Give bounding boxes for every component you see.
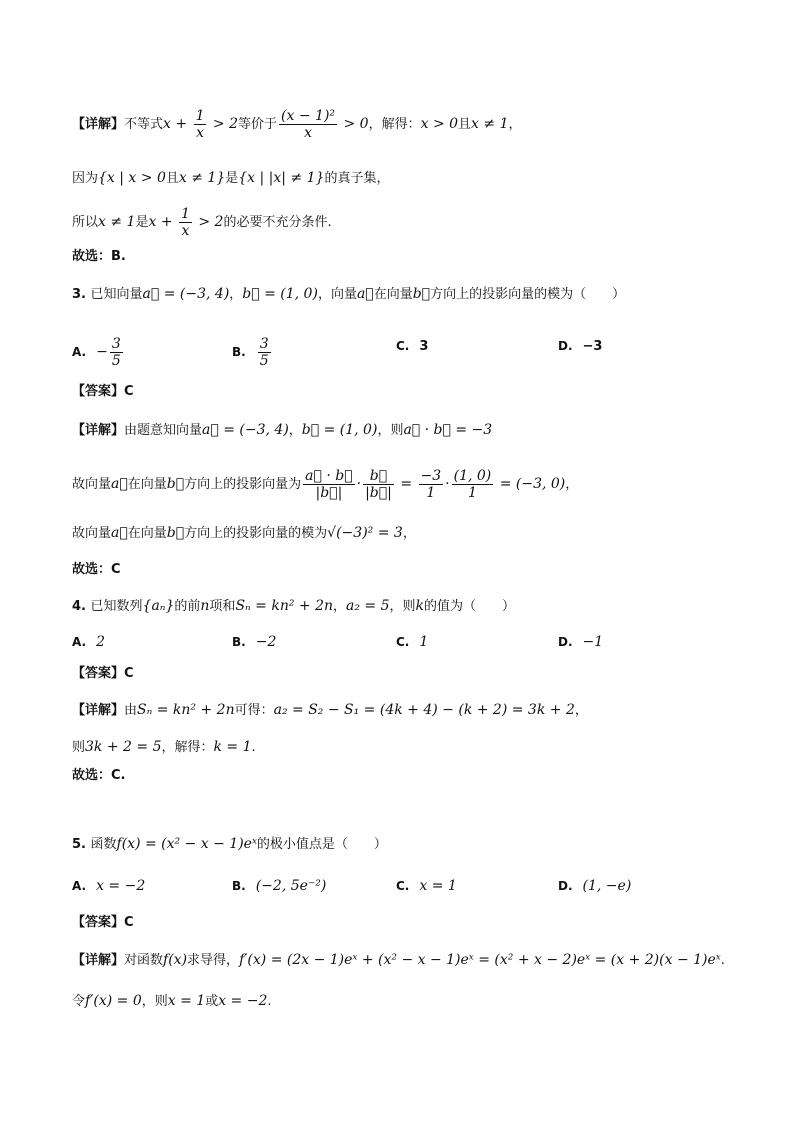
math-expression: {aₙ} <box>142 598 175 614</box>
text-segment: 方向上的投影向量的模为（ ） <box>430 287 626 302</box>
text-segment: 【详解】 <box>72 423 125 438</box>
option-c <box>396 336 428 357</box>
math-expression: x + <box>163 116 192 132</box>
option-a <box>72 876 145 897</box>
question-3-answer <box>72 382 134 402</box>
math-expression: −2 <box>255 634 277 650</box>
option-b <box>232 336 273 369</box>
option-b <box>232 876 326 897</box>
math-expression: a⃗ = (−3, 4) <box>142 286 230 302</box>
math-expression: (1, −e) <box>582 878 632 894</box>
detail-line-inequality <box>72 108 522 141</box>
math-expression: n <box>200 598 210 614</box>
text-segment: 因为 <box>72 171 99 186</box>
option-label: D. <box>558 339 573 353</box>
fraction-numerator: −3 <box>420 468 442 484</box>
text-segment: 已知数列 <box>90 599 143 614</box>
text-segment: 方向上的投影向量的模为 <box>184 526 328 541</box>
text-segment: ，解得： <box>161 740 214 755</box>
math-expression: a⃗ · b⃗ = −3 <box>403 422 493 438</box>
math-expression: k <box>415 598 425 614</box>
reason-line-subset <box>72 168 389 189</box>
question-4-stem <box>72 596 515 617</box>
text-segment: 的极小值点是（ ） <box>256 837 387 852</box>
fraction-denominator: 1 <box>467 485 477 501</box>
math-expression: −1 <box>582 634 604 650</box>
option-c <box>396 632 428 653</box>
text-segment: 故选：B. <box>72 249 126 264</box>
math-expression: b⃗ <box>166 525 185 541</box>
text-segment: ， <box>229 287 243 302</box>
text-segment: . <box>267 994 272 1009</box>
math-expression: − <box>96 344 108 360</box>
fraction-denominator: |b⃗| <box>365 485 392 501</box>
math-expression: f′(x) = 0 <box>85 993 142 1009</box>
text-segment: 的前 <box>174 599 201 614</box>
text-segment: 故向量 <box>72 477 112 492</box>
math-expression: x ≠ 1} <box>178 170 226 186</box>
text-segment: 不等式 <box>124 117 164 132</box>
fraction-denominator: 5 <box>259 353 269 369</box>
text-segment: 4. <box>72 599 91 614</box>
text-segment: ， <box>565 477 579 492</box>
fraction <box>110 336 123 369</box>
fraction-denominator: |b⃗| <box>315 485 343 501</box>
text-segment: 求导得， <box>187 953 240 968</box>
text-segment: . <box>720 953 725 968</box>
math-expression: f(x) <box>163 952 188 968</box>
question-4-answer <box>72 664 134 684</box>
fraction-numerator: b⃗ <box>363 468 394 485</box>
text-segment: 所以 <box>72 215 99 230</box>
fraction-numerator: (1, 0) <box>453 468 492 484</box>
text-segment: 【答案】C <box>72 915 134 930</box>
math-expression: x + <box>148 214 177 230</box>
text-segment: ， <box>333 599 347 614</box>
math-expression: b⃗ = (1, 0) <box>242 286 318 302</box>
option-c <box>396 876 457 897</box>
math-expression: x = 1 <box>419 878 457 894</box>
math-expression: Sₙ = kn² + 2n <box>137 702 235 718</box>
math-expression: a⃗ <box>111 525 128 541</box>
text-segment: 的必要不充分条件. <box>223 215 332 230</box>
text-segment: 【详解】 <box>72 117 125 132</box>
math-expression: > 2 <box>208 116 239 132</box>
math-expression: x ≠ 1 <box>98 214 136 230</box>
text-segment: 令 <box>72 994 86 1009</box>
text-segment: ，则 <box>141 994 168 1009</box>
math-expression: a₂ = 5 <box>346 598 390 614</box>
text-segment: 函数 <box>90 837 117 852</box>
question-4-detail-1 <box>72 700 588 721</box>
math-expression: x = −2 <box>218 993 268 1009</box>
option-b <box>232 632 276 653</box>
question-5-answer <box>72 913 134 933</box>
math-expression: > 2 <box>193 214 224 230</box>
fraction <box>419 468 444 501</box>
math-expression: x = −2 <box>96 878 146 894</box>
fraction <box>452 468 494 501</box>
question-5-detail-2 <box>72 991 272 1012</box>
question-5-detail-1 <box>72 950 725 971</box>
question-3-choice <box>72 560 121 580</box>
math-expression: f(x) = (x² − x − 1)eˣ <box>116 836 257 852</box>
fraction-denominator: x <box>304 125 312 141</box>
math-expression: Sₙ = kn² + 2n <box>235 598 333 614</box>
text-segment: 【答案】C <box>72 384 134 399</box>
math-expression: · <box>445 476 450 492</box>
math-expression: k = 1 <box>213 739 252 755</box>
text-segment: 方向上的投影向量为 <box>184 477 302 492</box>
text-segment: 在向量 <box>373 287 413 302</box>
math-expression: a₂ = S₂ − S₁ = (4k + 4) − (k + 2) = 3k + 2 <box>273 702 575 718</box>
fraction-numerator: 1 <box>181 206 190 222</box>
option-label: B. <box>232 635 246 649</box>
math-expression: x = 1 <box>167 993 206 1009</box>
math-expression: = (−3, 0) <box>495 476 566 492</box>
fraction-denominator: 1 <box>426 485 436 501</box>
math-expression: 2 <box>96 634 105 650</box>
question-3-detail-2 <box>72 468 578 501</box>
text-segment: 【答案】C <box>72 666 134 681</box>
question-5-stem <box>72 834 387 855</box>
option-label: B. <box>232 879 246 893</box>
conclusion-line-condition <box>72 206 332 239</box>
fraction-denominator: x <box>196 125 204 141</box>
text-segment: 可得： <box>234 703 274 718</box>
math-expression: 1 <box>419 634 429 650</box>
math-expression: a⃗ <box>356 286 374 302</box>
math-expression: a⃗ <box>111 476 128 492</box>
math-expression: x > 0 <box>420 116 459 132</box>
math-expression: x ≠ 1 <box>471 116 509 132</box>
text-segment: 【详解】 <box>72 953 125 968</box>
text-segment: 故向量 <box>72 526 112 541</box>
option-label: B. <box>232 345 246 359</box>
math-expression: (−2, 5e⁻²) <box>255 878 327 894</box>
text-segment: ，解得： <box>368 117 421 132</box>
fraction <box>303 468 354 501</box>
question-3-stem <box>72 284 625 305</box>
fraction <box>258 336 271 369</box>
fraction-numerator: a⃗ · b⃗ <box>305 468 353 484</box>
text-segment: 的真子集， <box>324 171 390 186</box>
math-expression: 3k + 2 = 5 <box>85 739 162 755</box>
text-segment: 已知向量 <box>90 287 143 302</box>
math-expression: {x | x > 0 <box>98 170 166 186</box>
text-segment: ， <box>574 703 588 718</box>
text-segment: 故选：C. <box>72 768 126 783</box>
math-expression: √(−3)² = 3 <box>327 525 403 541</box>
text-segment: 且 <box>458 117 472 132</box>
option-label: A. <box>72 635 87 649</box>
text-segment: 由 <box>124 703 138 718</box>
option-label: D. <box>558 879 573 893</box>
text-segment: 3. <box>72 287 91 302</box>
text-segment: 【详解】 <box>72 703 125 718</box>
text-segment: ， <box>508 117 522 132</box>
option-label: D. <box>558 635 573 649</box>
text-segment: 由题意知向量 <box>124 423 203 438</box>
option-label: A. <box>72 345 87 359</box>
option-label: C. <box>396 879 410 893</box>
math-expression: · <box>356 476 362 492</box>
option-label: C. <box>396 339 410 353</box>
fraction-denominator: x <box>181 223 190 239</box>
option-a <box>72 632 105 653</box>
option-d <box>558 632 603 653</box>
question-3-detail-1 <box>72 420 492 441</box>
math-expression: f′(x) = (2x − 1)eˣ + (x² − x − 1)eˣ = (x² + x − 2)eˣ = (x + 2)(x − 1)eˣ <box>239 952 721 968</box>
fraction-numerator: 3 <box>111 336 121 352</box>
option-label: C. <box>396 635 410 649</box>
math-expression: > 0 <box>339 116 369 132</box>
text-segment: 等价于 <box>238 117 278 132</box>
answer-choice-b <box>72 247 126 267</box>
text-segment: ，则 <box>377 423 404 438</box>
text-segment: −3 <box>582 339 603 354</box>
text-segment: 项和 <box>209 599 236 614</box>
math-expression: b⃗ <box>166 476 185 492</box>
option-a <box>72 336 125 369</box>
text-segment: 3 <box>419 339 429 354</box>
math-expression: b⃗ <box>412 286 431 302</box>
math-expression: a⃗ = (−3, 4) <box>202 422 289 438</box>
option-d <box>558 876 631 897</box>
text-segment: 是 <box>135 215 149 230</box>
math-expression: = <box>395 476 417 492</box>
fraction <box>179 206 192 239</box>
math-expression: {x | |x| ≠ 1} <box>238 170 325 186</box>
option-d <box>558 336 602 357</box>
text-segment: ， <box>288 423 302 438</box>
fraction <box>194 108 207 141</box>
question-4-detail-2 <box>72 737 256 758</box>
text-segment: 的值为（ ） <box>424 599 516 614</box>
question-4-choice <box>72 766 125 786</box>
option-label: A. <box>72 879 87 893</box>
text-segment: 5. <box>72 837 91 852</box>
text-segment: 是 <box>225 171 239 186</box>
fraction-numerator: (x − 1)² <box>281 108 336 124</box>
text-segment: 故选：C <box>72 562 121 577</box>
text-segment: 或 <box>205 994 219 1009</box>
fraction-denominator: 5 <box>111 353 121 369</box>
fraction-numerator: 3 <box>259 336 269 352</box>
text-segment: 在向量 <box>127 526 167 541</box>
text-segment: 在向量 <box>127 477 167 492</box>
text-segment: . <box>251 740 256 755</box>
text-segment: 且 <box>165 171 179 186</box>
fraction <box>279 108 337 141</box>
fraction-numerator: 1 <box>195 108 205 124</box>
text-segment: ，向量 <box>317 287 357 302</box>
fraction <box>363 468 394 501</box>
math-expression: b⃗ = (1, 0) <box>301 422 378 438</box>
text-segment: ，则 <box>389 599 416 614</box>
text-segment: 则 <box>72 740 86 755</box>
text-segment: ， <box>402 526 416 541</box>
text-segment: 对函数 <box>124 953 164 968</box>
question-3-detail-3 <box>72 523 416 544</box>
